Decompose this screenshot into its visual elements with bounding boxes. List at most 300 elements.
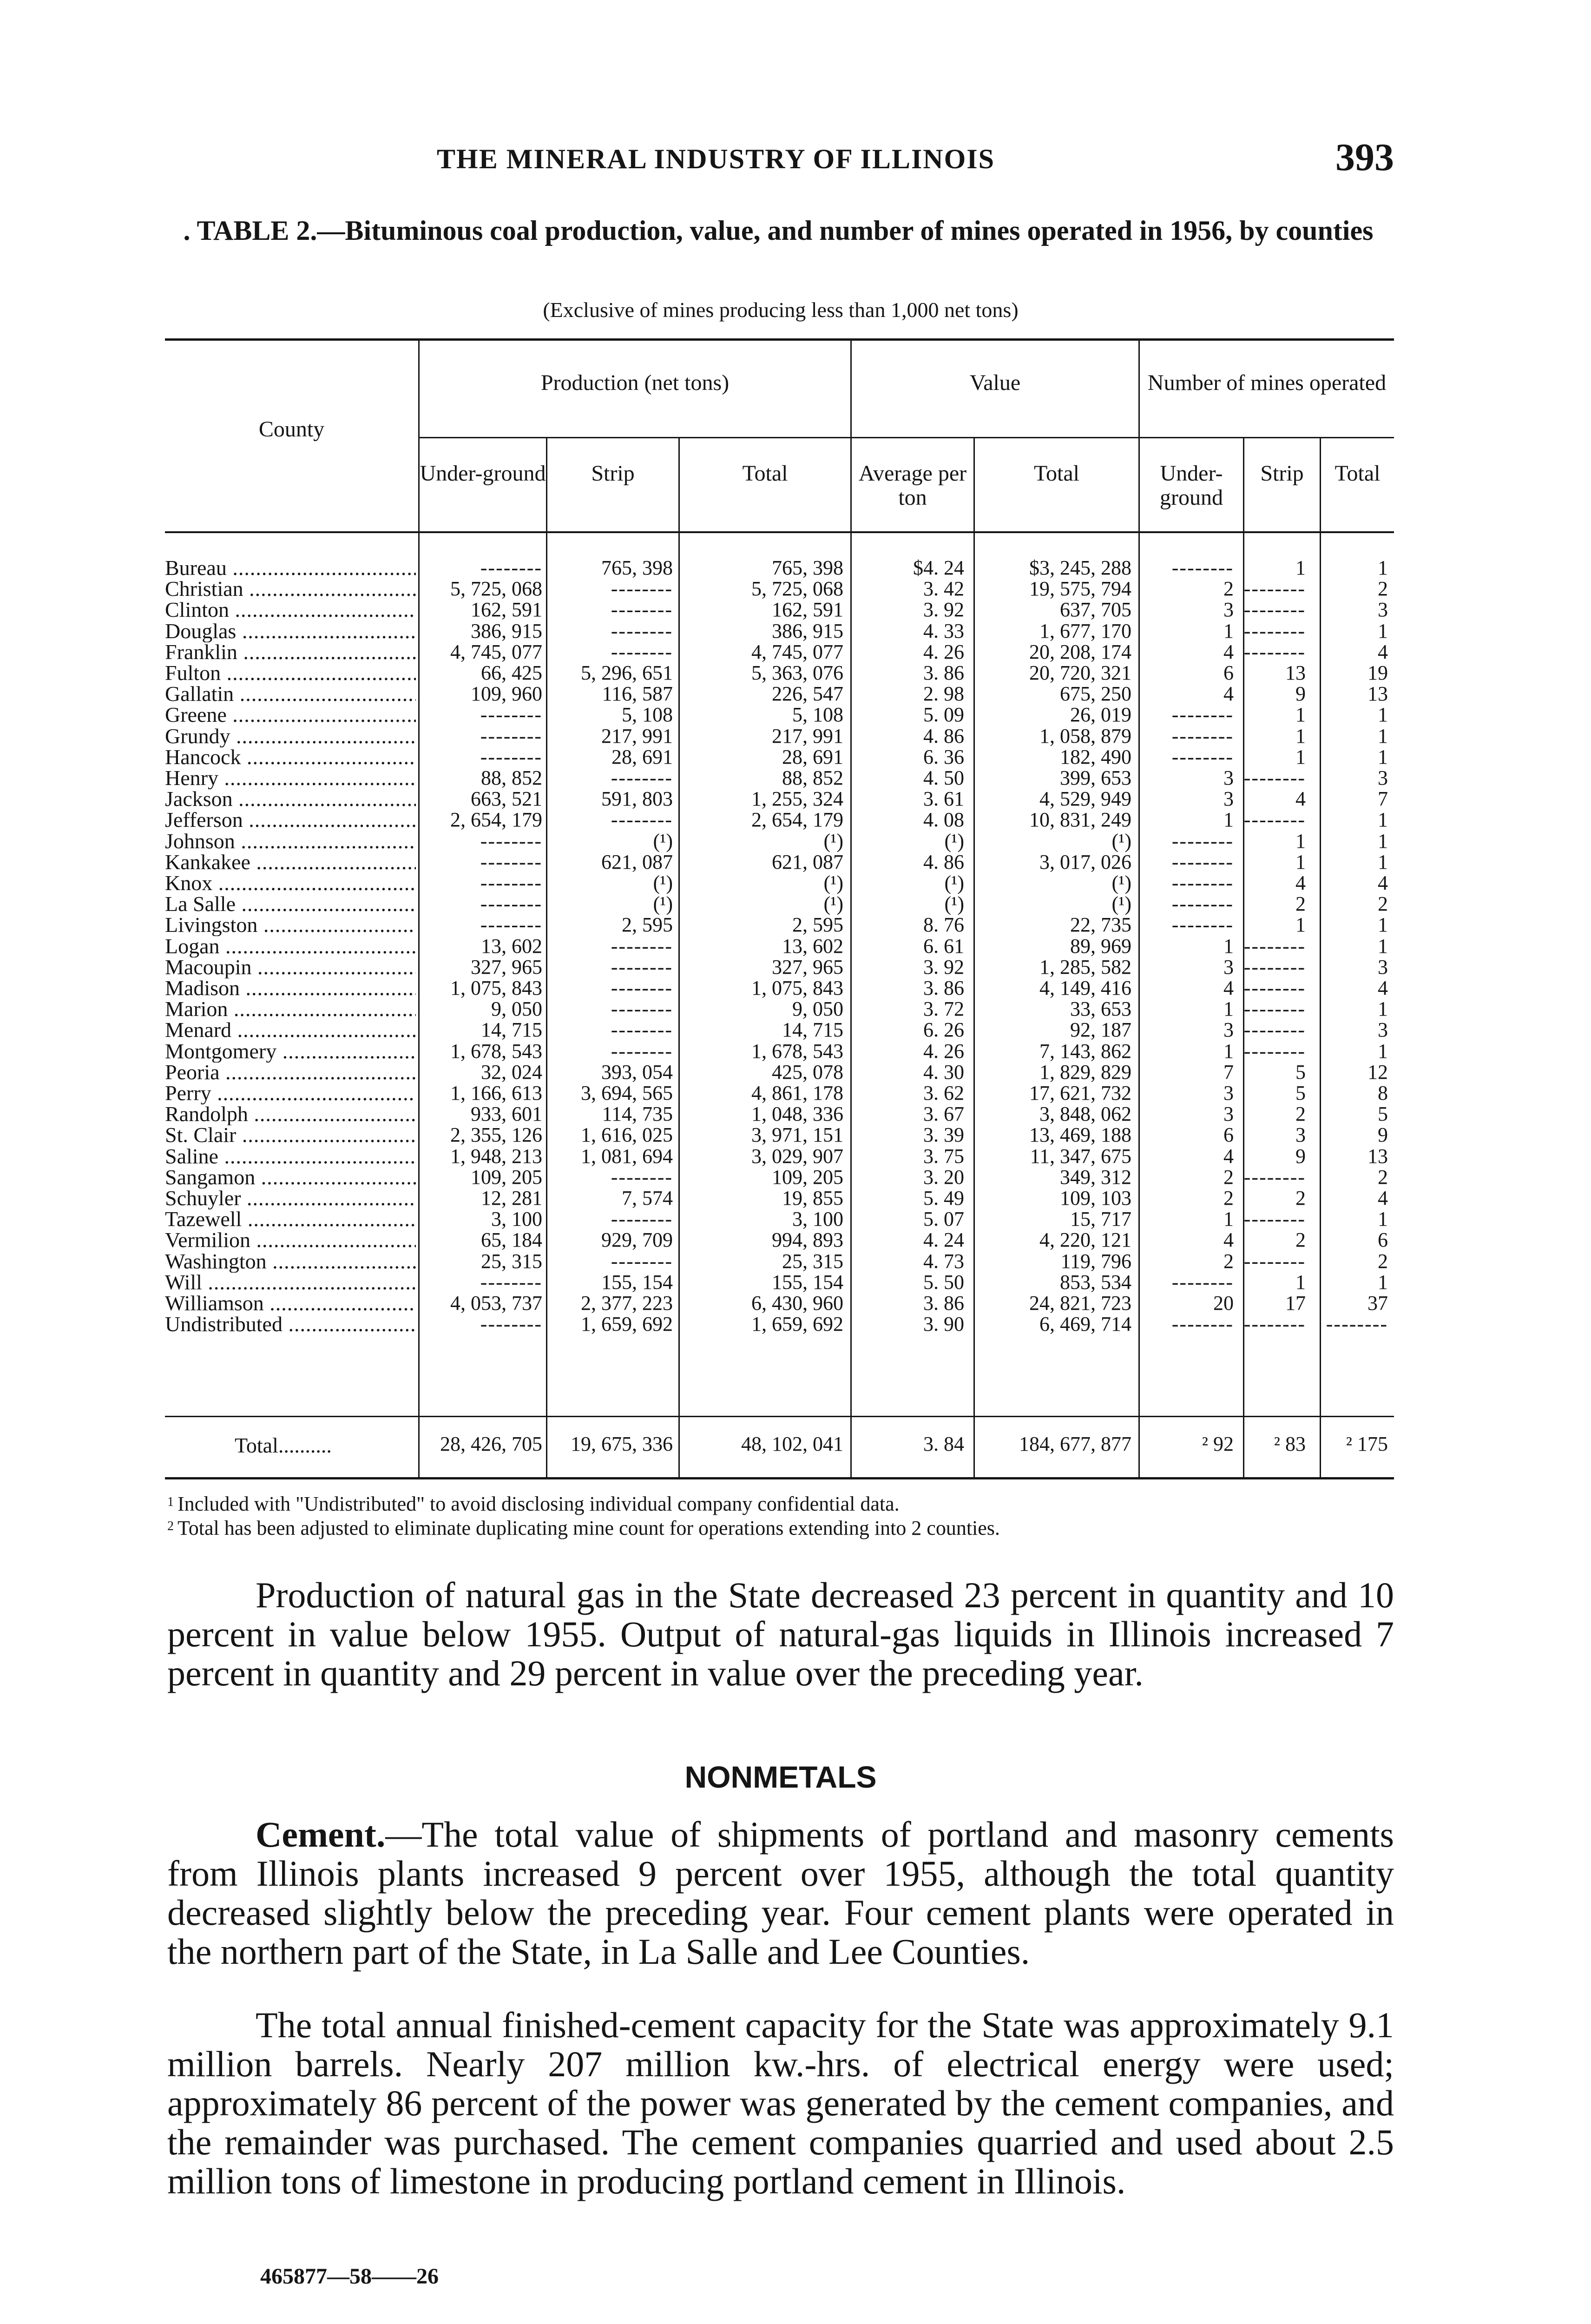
cell-strip: 1, 659, 692 bbox=[581, 1313, 673, 1336]
cell-under: 2, 355, 126 bbox=[450, 1123, 542, 1147]
cell-m-strip: 5 bbox=[1295, 1060, 1306, 1083]
cell-strip: -------- bbox=[611, 977, 673, 999]
cell-value: 92, 187 bbox=[1070, 1018, 1131, 1042]
cell-m-strip: -------- bbox=[1243, 577, 1306, 601]
coal-production-table bbox=[165, 338, 1394, 1477]
cell-under: 2, 654, 179 bbox=[450, 808, 542, 832]
cell-m-strip: 3 bbox=[1295, 1123, 1306, 1147]
cell-m-strip: -------- bbox=[1243, 997, 1306, 1021]
cell-under: 162, 591 bbox=[471, 598, 542, 621]
cell-value: 4, 529, 949 bbox=[1039, 787, 1131, 811]
cell-under: -------- bbox=[480, 745, 542, 768]
header-value: Value bbox=[969, 370, 1021, 395]
cell-strip: 3, 694, 565 bbox=[581, 1082, 673, 1104]
cell-m-total: 5 bbox=[1378, 1103, 1388, 1126]
cell-value: 17, 621, 732 bbox=[1029, 1082, 1131, 1104]
cell-value: 15, 717 bbox=[1070, 1208, 1131, 1231]
county-name: Jackson ..... bbox=[165, 788, 416, 810]
column-rule bbox=[418, 338, 420, 1477]
cell-avg: 3. 39 bbox=[923, 1123, 964, 1147]
cell-m-strip: -------- bbox=[1243, 766, 1306, 789]
cell-m-under: -------- bbox=[1171, 745, 1234, 768]
cell-under: -------- bbox=[480, 703, 542, 726]
paragraph-cement-capacity: The total annual finished-cement capacity for the State was approximately 9.1 million barrels. Nearly 207 million kw.-hrs. of electrical energy were used; approximately 86 percent of the power was generated by the cement companies, and the remainder was purchased. The cement companies quarried and used about 2.5 million tons of limestone in producing portland cement in Illinois. bbox=[167, 2005, 1394, 2201]
cell-avg: (¹) bbox=[944, 872, 964, 894]
cell-value: 119, 796 bbox=[1060, 1249, 1131, 1273]
cell-value: 6, 469, 714 bbox=[1039, 1313, 1131, 1336]
cell-total: 217, 991 bbox=[772, 724, 843, 747]
cell-m-total: 1 bbox=[1378, 724, 1388, 747]
cell-strip: (¹) bbox=[653, 872, 673, 894]
cell-total: 2, 595 bbox=[792, 913, 843, 937]
cell-m-strip: ² 83 bbox=[1274, 1433, 1306, 1455]
cell-value: 20, 208, 174 bbox=[1029, 640, 1131, 663]
cell-under: 32, 024 bbox=[481, 1060, 542, 1083]
cell-m-under: 1 bbox=[1223, 1039, 1234, 1063]
cell-under: 327, 965 bbox=[471, 955, 542, 978]
cell-total: (¹) bbox=[823, 829, 843, 852]
cell-strip: -------- bbox=[611, 1039, 673, 1063]
cell-total: 6, 430, 960 bbox=[751, 1292, 843, 1314]
cell-total: 226, 547 bbox=[772, 682, 843, 706]
cell-value: 1, 829, 829 bbox=[1039, 1060, 1131, 1083]
cell-m-strip: 13 bbox=[1285, 661, 1306, 684]
cell-strip: 5, 296, 651 bbox=[581, 661, 673, 684]
cell-strip: 2, 595 bbox=[622, 913, 673, 937]
cell-value: 13, 469, 188 bbox=[1029, 1123, 1131, 1147]
cell-m-total: 13 bbox=[1367, 1144, 1388, 1168]
cell-under: 9, 050 bbox=[491, 997, 542, 1021]
cell-m-under: 2 bbox=[1223, 1165, 1234, 1188]
cell-m-under: 1 bbox=[1223, 997, 1234, 1021]
cell-avg: 3. 90 bbox=[923, 1313, 964, 1336]
cell-m-total: 4 bbox=[1378, 1187, 1388, 1209]
cell-m-strip: 1 bbox=[1295, 703, 1306, 726]
county-name: Macoupin ..... bbox=[165, 956, 416, 978]
header-county: County bbox=[258, 417, 325, 442]
cell-value: $3, 245, 288 bbox=[1029, 556, 1131, 579]
cell-m-under: 3 bbox=[1223, 787, 1234, 811]
cell-m-strip: 9 bbox=[1295, 682, 1306, 706]
cell-value: 33, 653 bbox=[1070, 997, 1131, 1021]
total-rule bbox=[165, 1416, 1394, 1417]
cell-m-under: 4 bbox=[1223, 682, 1234, 706]
cell-under: -------- bbox=[480, 724, 542, 747]
cell-m-total: 1 bbox=[1378, 556, 1388, 579]
cell-total: 386, 915 bbox=[772, 619, 843, 642]
cell-m-strip: 1 bbox=[1295, 556, 1306, 579]
cell-m-under: -------- bbox=[1171, 913, 1234, 937]
cell-under: 14, 715 bbox=[481, 1018, 542, 1042]
cell-avg: 4. 08 bbox=[923, 808, 964, 832]
cell-avg: 3. 75 bbox=[923, 1144, 964, 1168]
subheader-total-tons: Total bbox=[742, 461, 788, 486]
subheader-total-value: Total bbox=[1034, 461, 1079, 486]
cell-m-under: -------- bbox=[1171, 703, 1234, 726]
cell-m-total: 1 bbox=[1378, 1208, 1388, 1231]
county-name: Grundy ..... bbox=[165, 725, 416, 747]
cell-avg: 5. 50 bbox=[923, 1270, 964, 1294]
cell-m-total: 4 bbox=[1378, 977, 1388, 999]
cell-m-under: 2 bbox=[1223, 1187, 1234, 1209]
cell-m-total: 1 bbox=[1378, 1270, 1388, 1294]
cell-strip: -------- bbox=[611, 1165, 673, 1188]
cell-under: 1, 166, 613 bbox=[450, 1082, 542, 1104]
cell-m-strip: -------- bbox=[1243, 1313, 1306, 1336]
cell-m-total: 1 bbox=[1378, 997, 1388, 1021]
cell-m-total: 3 bbox=[1378, 598, 1388, 621]
table-caption: . TABLE 2.—Bituminous coal production, value, and number of mines operated in 1956, by counties bbox=[183, 215, 1374, 246]
cell-m-under: 3 bbox=[1223, 766, 1234, 789]
subheader-underground: Under-ground bbox=[420, 461, 546, 486]
cell-value: 1, 058, 879 bbox=[1039, 724, 1131, 747]
table-footnotes bbox=[167, 1492, 1394, 1540]
cell-under: 1, 948, 213 bbox=[450, 1144, 542, 1168]
cell-avg: 3. 42 bbox=[923, 577, 964, 601]
cell-value: 109, 103 bbox=[1060, 1187, 1131, 1209]
county-name: Schuyler ..... bbox=[165, 1187, 416, 1209]
cell-m-total: 4 bbox=[1378, 640, 1388, 663]
cell-avg: 3. 72 bbox=[923, 997, 964, 1021]
cell-value: 1, 285, 582 bbox=[1039, 955, 1131, 978]
cell-strip: -------- bbox=[611, 997, 673, 1021]
cell-m-strip: 9 bbox=[1295, 1144, 1306, 1168]
cell-total: 1, 048, 336 bbox=[751, 1103, 843, 1126]
cell-strip: 1, 081, 694 bbox=[581, 1144, 673, 1168]
cell-total: 3, 029, 907 bbox=[751, 1144, 843, 1168]
column-rule bbox=[973, 438, 975, 1477]
cell-m-under: 6 bbox=[1223, 1123, 1234, 1147]
cell-m-strip: -------- bbox=[1243, 934, 1306, 957]
cell-m-strip: -------- bbox=[1243, 1165, 1306, 1188]
cell-m-total: 1 bbox=[1378, 913, 1388, 937]
cell-avg: 8. 76 bbox=[923, 913, 964, 937]
cell-strip: (¹) bbox=[653, 892, 673, 916]
cell-strip: 116, 587 bbox=[602, 682, 673, 706]
county-name: Jefferson ..... bbox=[165, 809, 416, 831]
cell-under: 25, 315 bbox=[481, 1249, 542, 1273]
cell-strip: 217, 991 bbox=[601, 724, 673, 747]
cell-m-total: 37 bbox=[1367, 1292, 1388, 1314]
cell-total: 162, 591 bbox=[772, 598, 843, 621]
cell-m-under: 3 bbox=[1223, 1103, 1234, 1126]
group-header-rule bbox=[418, 437, 1394, 438]
cell-value: 4, 149, 416 bbox=[1039, 977, 1131, 999]
cell-value: 3, 848, 062 bbox=[1039, 1103, 1131, 1126]
subheader-strip: Strip bbox=[591, 461, 635, 486]
cell-strip: 393, 054 bbox=[601, 1060, 673, 1083]
cell-m-under: 4 bbox=[1223, 1144, 1234, 1168]
cell-m-total: 1 bbox=[1378, 619, 1388, 642]
cell-strip: -------- bbox=[611, 640, 673, 663]
cell-m-under: 1 bbox=[1223, 619, 1234, 642]
cell-m-under: 3 bbox=[1223, 1018, 1234, 1042]
cell-value: 853, 534 bbox=[1060, 1270, 1131, 1294]
subheader-mines-total: Total bbox=[1335, 461, 1381, 486]
county-name: Kankakee ..... bbox=[165, 851, 416, 873]
cell-m-under: 1 bbox=[1223, 1208, 1234, 1231]
cell-avg: 3. 86 bbox=[923, 661, 964, 684]
cell-m-under: -------- bbox=[1171, 724, 1234, 747]
cell-value: 1, 677, 170 bbox=[1039, 619, 1131, 642]
county-name: Perry ..... bbox=[165, 1082, 416, 1104]
cell-total: 13, 602 bbox=[782, 934, 843, 957]
table-subcaption: (Exclusive of mines producing less than 1,000 net tons) bbox=[543, 298, 1019, 322]
cell-avg: 3. 61 bbox=[923, 787, 964, 811]
cell-strip: 28, 691 bbox=[611, 745, 673, 768]
cell-value: 675, 250 bbox=[1060, 682, 1131, 706]
county-name: Fulton ..... bbox=[165, 662, 416, 684]
table-top-rule bbox=[165, 338, 1394, 341]
cell-total: 3, 100 bbox=[792, 1208, 843, 1231]
cell-m-strip: -------- bbox=[1243, 598, 1306, 621]
cell-avg: 6. 36 bbox=[923, 745, 964, 768]
county-name: Livingston ..... bbox=[165, 914, 416, 936]
cell-m-strip: -------- bbox=[1243, 619, 1306, 642]
cell-avg: 4. 50 bbox=[923, 766, 964, 789]
cell-m-total: 4 bbox=[1378, 872, 1388, 894]
cell-m-strip: 1 bbox=[1295, 1270, 1306, 1294]
cell-avg: 4. 86 bbox=[923, 724, 964, 747]
cell-value: 19, 575, 794 bbox=[1029, 577, 1131, 601]
cell-under: 386, 915 bbox=[471, 619, 542, 642]
county-name: Douglas ..... bbox=[165, 620, 416, 642]
county-name: Henry ..... bbox=[165, 767, 416, 789]
cell-avg: 4. 26 bbox=[923, 640, 964, 663]
cell-strip: -------- bbox=[611, 1018, 673, 1042]
cell-under: 88, 852 bbox=[481, 766, 542, 789]
cell-avg: 5. 09 bbox=[923, 703, 964, 726]
cell-m-total: 9 bbox=[1378, 1123, 1388, 1147]
cell-avg: 6. 26 bbox=[923, 1018, 964, 1042]
cell-m-strip: -------- bbox=[1243, 640, 1306, 663]
cell-m-strip: -------- bbox=[1243, 1039, 1306, 1063]
cell-m-strip: 4 bbox=[1295, 787, 1306, 811]
cell-under: 109, 205 bbox=[471, 1165, 542, 1188]
cell-avg: 3. 92 bbox=[923, 955, 964, 978]
cell-avg: 4. 24 bbox=[923, 1228, 964, 1252]
county-name: St. Clair ..... bbox=[165, 1124, 416, 1146]
cell-m-strip: 1 bbox=[1295, 829, 1306, 852]
cell-m-strip: -------- bbox=[1243, 955, 1306, 978]
cell-m-total: 2 bbox=[1378, 892, 1388, 916]
cell-total: 621, 087 bbox=[772, 850, 843, 873]
cell-m-under: 1 bbox=[1223, 808, 1234, 832]
cell-avg: 5. 49 bbox=[923, 1187, 964, 1209]
cell-m-total: 1 bbox=[1378, 850, 1388, 873]
page-number: 393 bbox=[1335, 136, 1394, 179]
cell-value: 20, 720, 321 bbox=[1029, 661, 1131, 684]
cell-value: 399, 653 bbox=[1060, 766, 1131, 789]
county-name: Clinton ..... bbox=[165, 599, 416, 621]
cell-total: 5, 363, 076 bbox=[751, 661, 843, 684]
cell-strip: 2, 377, 223 bbox=[581, 1292, 673, 1314]
cell-m-under: -------- bbox=[1171, 1313, 1234, 1336]
cell-strip: -------- bbox=[611, 598, 673, 621]
cell-avg: 3. 86 bbox=[923, 977, 964, 999]
cell-strip: 765, 398 bbox=[601, 556, 673, 579]
cell-m-strip: 4 bbox=[1295, 872, 1306, 894]
cell-avg: 6. 61 bbox=[923, 934, 964, 957]
cell-total: 425, 078 bbox=[772, 1060, 843, 1083]
county-name: Gallatin ..... bbox=[165, 683, 416, 705]
cell-m-total: 3 bbox=[1378, 955, 1388, 978]
cell-total: 14, 715 bbox=[782, 1018, 843, 1042]
total-label: Total.......... bbox=[235, 1433, 332, 1457]
cell-under: -------- bbox=[480, 913, 542, 937]
county-name: Greene ..... bbox=[165, 704, 416, 726]
cell-total: 48, 102, 041 bbox=[741, 1433, 843, 1455]
header-bottom-rule bbox=[165, 531, 1394, 533]
cell-strip: -------- bbox=[611, 808, 673, 832]
cell-m-under: ² 92 bbox=[1202, 1433, 1234, 1455]
cell-total: 765, 398 bbox=[772, 556, 843, 579]
cell-m-strip: 2 bbox=[1295, 892, 1306, 916]
cell-under: -------- bbox=[480, 892, 542, 916]
cell-under: 12, 281 bbox=[481, 1187, 542, 1209]
cell-avg: (¹) bbox=[944, 892, 964, 916]
running-title: THE MINERAL INDUSTRY OF ILLINOIS bbox=[437, 144, 995, 174]
cell-avg: 4. 33 bbox=[923, 619, 964, 642]
cell-total: 19, 855 bbox=[782, 1187, 843, 1209]
cell-avg: 3. 20 bbox=[923, 1165, 964, 1188]
cell-total: 155, 154 bbox=[772, 1270, 843, 1294]
cell-m-strip: -------- bbox=[1243, 1018, 1306, 1042]
cell-value: 24, 821, 723 bbox=[1029, 1292, 1131, 1314]
county-name: Montgomery ..... bbox=[165, 1040, 416, 1063]
cell-m-total: 2 bbox=[1378, 577, 1388, 601]
cell-m-total: 1 bbox=[1378, 1039, 1388, 1063]
county-name: Bureau ..... bbox=[165, 557, 416, 579]
cell-strip: -------- bbox=[611, 955, 673, 978]
print-code: 465877—58——26 bbox=[260, 2264, 439, 2289]
cell-value: 11, 347, 675 bbox=[1030, 1144, 1131, 1168]
cell-total: 327, 965 bbox=[772, 955, 843, 978]
county-name: Williamson ..... bbox=[165, 1292, 416, 1314]
cell-strip: (¹) bbox=[653, 829, 673, 852]
cell-strip: 1, 616, 025 bbox=[581, 1123, 673, 1147]
cell-m-strip: 1 bbox=[1295, 745, 1306, 768]
cell-m-strip: -------- bbox=[1243, 808, 1306, 832]
cell-total: 5, 108 bbox=[792, 703, 843, 726]
cell-under: -------- bbox=[480, 556, 542, 579]
cell-m-under: -------- bbox=[1171, 556, 1234, 579]
cell-m-total: 13 bbox=[1367, 682, 1388, 706]
cell-under: -------- bbox=[480, 829, 542, 852]
county-name: Undistributed ..... bbox=[165, 1313, 416, 1335]
cell-m-under: -------- bbox=[1171, 850, 1234, 873]
cell-value: (¹) bbox=[1111, 892, 1131, 916]
cell-value: 22, 735 bbox=[1070, 913, 1131, 937]
cell-value: 182, 490 bbox=[1060, 745, 1131, 768]
table-bottom-rule bbox=[165, 1477, 1394, 1479]
cell-total: 3, 971, 151 bbox=[751, 1123, 843, 1147]
cell-m-total: 6 bbox=[1378, 1228, 1388, 1252]
cell-m-total: 1 bbox=[1378, 934, 1388, 957]
cell-m-total: 2 bbox=[1378, 1165, 1388, 1188]
cell-avg: (¹) bbox=[944, 829, 964, 852]
county-name: Vermilion ..... bbox=[165, 1229, 416, 1251]
cell-value: (¹) bbox=[1111, 872, 1131, 894]
cell-m-under: 20 bbox=[1213, 1292, 1234, 1314]
cell-m-strip: 1 bbox=[1295, 913, 1306, 937]
cell-m-under: 7 bbox=[1223, 1060, 1234, 1083]
county-name: Menard ..... bbox=[165, 1019, 416, 1041]
paragraph-natural-gas: Production of natural gas in the State decreased 23 percent in quantity and 10 percent in value below 1955. Output of natural-gas liquids in Illinois increased 7 percent in quantity and 29 percent in value over the preceding year. bbox=[167, 1575, 1394, 1693]
subheader-mines-underground: Under-ground bbox=[1160, 461, 1223, 510]
cell-m-total: 7 bbox=[1378, 787, 1388, 811]
county-name: Madison ..... bbox=[165, 977, 416, 999]
cell-avg: 3. 84 bbox=[923, 1433, 964, 1455]
cell-value: 10, 831, 249 bbox=[1029, 808, 1131, 832]
county-name: Sangamon ..... bbox=[165, 1166, 416, 1188]
cell-strip: 19, 675, 336 bbox=[571, 1433, 673, 1455]
cell-m-strip: 1 bbox=[1295, 850, 1306, 873]
subheader-average-per-ton: Average per ton bbox=[858, 461, 967, 510]
cell-m-strip: 2 bbox=[1295, 1228, 1306, 1252]
cell-value: 184, 677, 877 bbox=[1019, 1433, 1131, 1455]
cell-value: 89, 969 bbox=[1070, 934, 1131, 957]
cell-under: -------- bbox=[480, 1270, 542, 1294]
cell-strip: 7, 574 bbox=[622, 1187, 673, 1209]
cell-m-under: -------- bbox=[1171, 829, 1234, 852]
cell-value: 3, 017, 026 bbox=[1039, 850, 1131, 873]
cell-value: 26, 019 bbox=[1070, 703, 1131, 726]
county-name: Knox ..... bbox=[165, 872, 416, 894]
cell-m-total: 12 bbox=[1367, 1060, 1388, 1083]
cell-m-under: -------- bbox=[1171, 872, 1234, 894]
cell-m-under: 4 bbox=[1223, 1228, 1234, 1252]
cell-strip: 621, 087 bbox=[601, 850, 673, 873]
cell-total: 2, 654, 179 bbox=[751, 808, 843, 832]
cell-m-under: 1 bbox=[1223, 934, 1234, 957]
county-name: Johnson ..... bbox=[165, 830, 416, 852]
cell-total: 4, 861, 178 bbox=[751, 1082, 843, 1104]
cell-avg: 3. 92 bbox=[923, 598, 964, 621]
cell-strip: -------- bbox=[611, 1208, 673, 1231]
cell-strip: -------- bbox=[611, 934, 673, 957]
section-heading: NONMETALS bbox=[684, 1760, 877, 1794]
header-production: Production (net tons) bbox=[540, 370, 730, 395]
cell-m-total: 1 bbox=[1378, 808, 1388, 832]
cell-avg: $4. 24 bbox=[913, 556, 964, 579]
cell-m-total: 19 bbox=[1367, 661, 1388, 684]
cell-under: 663, 521 bbox=[471, 787, 542, 811]
cell-m-total: -------- bbox=[1326, 1313, 1388, 1336]
county-name: Will ..... bbox=[165, 1271, 416, 1294]
cell-m-total: ² 175 bbox=[1346, 1433, 1388, 1455]
cell-strip: -------- bbox=[611, 619, 673, 642]
cell-strip: 155, 154 bbox=[601, 1270, 673, 1294]
cell-strip: -------- bbox=[611, 1249, 673, 1273]
cell-avg: 4. 86 bbox=[923, 850, 964, 873]
cell-m-strip: -------- bbox=[1243, 1249, 1306, 1273]
cell-under: 4, 053, 737 bbox=[450, 1292, 542, 1314]
cell-value: 4, 220, 121 bbox=[1039, 1228, 1131, 1252]
cell-value: (¹) bbox=[1111, 829, 1131, 852]
cell-under: 1, 678, 543 bbox=[450, 1039, 542, 1063]
cell-avg: 5. 07 bbox=[923, 1208, 964, 1231]
county-name: Marion ..... bbox=[165, 998, 416, 1020]
cell-m-total: 1 bbox=[1378, 829, 1388, 852]
cell-strip: 929, 709 bbox=[601, 1228, 673, 1252]
subheader-mines-strip: Strip bbox=[1260, 461, 1304, 486]
cell-under: 66, 425 bbox=[481, 661, 542, 684]
cell-m-under: -------- bbox=[1171, 1270, 1234, 1294]
column-rule bbox=[678, 438, 680, 1477]
cell-m-under: 3 bbox=[1223, 955, 1234, 978]
county-name: Tazewell ..... bbox=[165, 1208, 416, 1230]
